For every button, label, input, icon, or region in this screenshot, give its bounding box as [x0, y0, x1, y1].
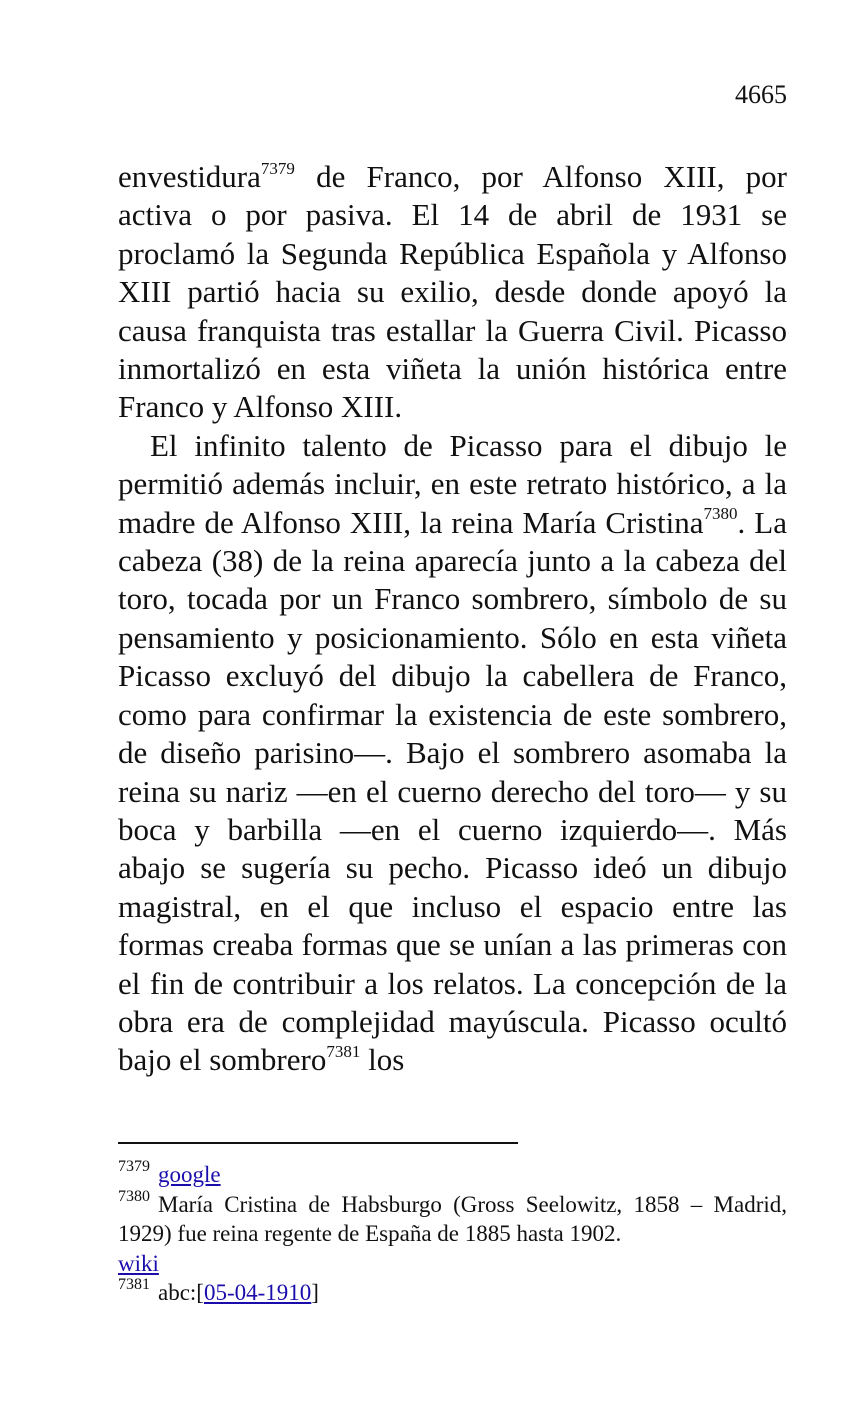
- footnote-number: 7379: [118, 1158, 150, 1176]
- paragraph-1: [118, 158, 787, 427]
- footnote-link-wiki[interactable]: wiki: [118, 1250, 159, 1276]
- footnote-ref-7381[interactable]: 7381: [326, 1042, 361, 1062]
- footnote-number: 7381: [118, 1276, 150, 1294]
- paragraph-2: [118, 427, 787, 1080]
- footnotes: [118, 1160, 787, 1308]
- paragraph-1-text-a: envestidura: [118, 159, 261, 194]
- footnote-7380: [118, 1187, 787, 1279]
- footnote-ref-7379[interactable]: 7379: [260, 158, 295, 178]
- body-text: [118, 158, 787, 1080]
- footnote-prefix: abc:[: [158, 1280, 204, 1305]
- paragraph-2-text-a: El infinito talento de Picasso para el dibujo le permitió además incluir, en este retrato histórico, a la madre de Alfonso XIII, la reina María Cristina: [118, 427, 787, 540]
- footnote-separator: [118, 1142, 518, 1144]
- footnote-suffix: ]: [311, 1280, 319, 1305]
- footnote-text: María Cristina de Habsburgo (Gross Seelowitz, 1858 – Madrid, 1929) fue reina regente de España de 1885 hasta 1902.: [118, 1191, 787, 1246]
- paragraph-1-text-b: de Franco, por Alfonso XIII, por activa o por pasiva. El 14 de abril de 1931 se proclamó la Segunda República Española y Alfonso XIII partió hacia su exilio, desde donde apoyó la causa franquista tras estallar la Guerra Civil. Picasso inmortalizó en esta viñeta la unión histórica entre Franco y Alfonso XIII.: [118, 159, 787, 425]
- footnote-ref-7380[interactable]: 7380: [703, 504, 738, 524]
- paragraph-2-text-b: . La cabeza (38) de la reina aparecía junto a la cabeza del toro, tocada por un Franco sombrero, símbolo de su pensamiento y posicionamiento. Sólo en esta viñeta Picasso excluyó del dibujo la cabellera de Franco, como para confirmar la existencia de este sombrero, de diseño parisino―. Bajo el sombrero asomaba la reina su nariz ―en el cuerno derecho del toro― y su boca y barbilla ―en el cuerno izquierdo―. Más abajo se sugería su pecho. Picasso ideó un dibujo magistral, en el que incluso el espacio entre las formas creaba formas que se unían a las primeras con el fin de contribuir a los relatos. La concepción de la obra era de complejidad mayúscula. Picasso ocultó bajo el sombrero: [118, 504, 787, 1078]
- footnote-link-date[interactable]: 05-04-1910: [203, 1280, 312, 1305]
- footnote-number: 7380: [118, 1187, 150, 1205]
- paragraph-2-text-c: los: [360, 1042, 405, 1078]
- footnote-link-google[interactable]: google: [158, 1162, 221, 1187]
- footnote-7381: [118, 1278, 787, 1308]
- page-number: 4665: [735, 80, 787, 109]
- footnote-7379: [118, 1160, 787, 1190]
